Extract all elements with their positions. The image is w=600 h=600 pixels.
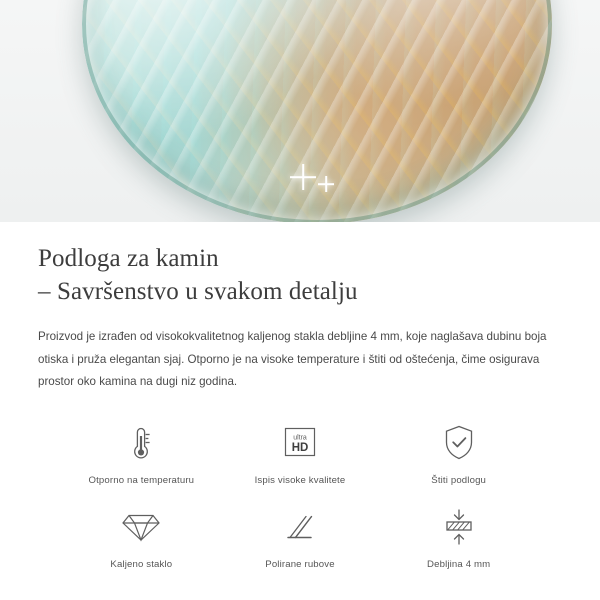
glass-board-image xyxy=(82,0,552,222)
feature-item xyxy=(379,504,538,570)
hero-image xyxy=(0,0,600,222)
feature-label: Štiti podlogu xyxy=(431,474,487,486)
shield-check-icon xyxy=(436,420,482,466)
page-title xyxy=(38,242,562,308)
svg-text:HD: HD xyxy=(291,441,309,454)
content-section xyxy=(0,222,600,570)
product-description: Proizvod je izrađen od visokokvalitetnog kaljenog stakla debljine 4 mm, koje naglašava dubinu boja otiska i pruža elegantan sjaj. Otporno je na visoke temperature i štiti od oštećenja, čime osigurava prostor oko kamina na dugi niz godina. xyxy=(38,330,547,389)
polished-edges-icon xyxy=(277,504,323,550)
feature-grid xyxy=(38,420,562,570)
feature-label: Otporno na temperaturu xyxy=(88,474,195,486)
feature-label: Polirane rubove xyxy=(265,558,335,570)
feature-label: Kaljeno staklo xyxy=(110,558,173,570)
diamond-icon xyxy=(118,504,164,550)
feature-item xyxy=(379,420,538,486)
thickness-arrows-icon xyxy=(436,504,482,550)
feature-item xyxy=(62,420,221,486)
thermometer-icon xyxy=(118,420,164,466)
ultra-hd-icon xyxy=(277,420,323,466)
svg-text:ultra: ultra xyxy=(293,434,307,442)
feature-item xyxy=(221,504,380,570)
title-line-2: – Savršenstvo u svakom detalju xyxy=(38,278,358,305)
feature-label: Ispis visoke kvalitete xyxy=(254,474,346,486)
feature-label: Debljina 4 mm xyxy=(427,558,491,570)
title-line-1: Podloga za kamin xyxy=(38,245,219,272)
feature-item xyxy=(221,420,380,486)
feature-item xyxy=(62,504,221,570)
